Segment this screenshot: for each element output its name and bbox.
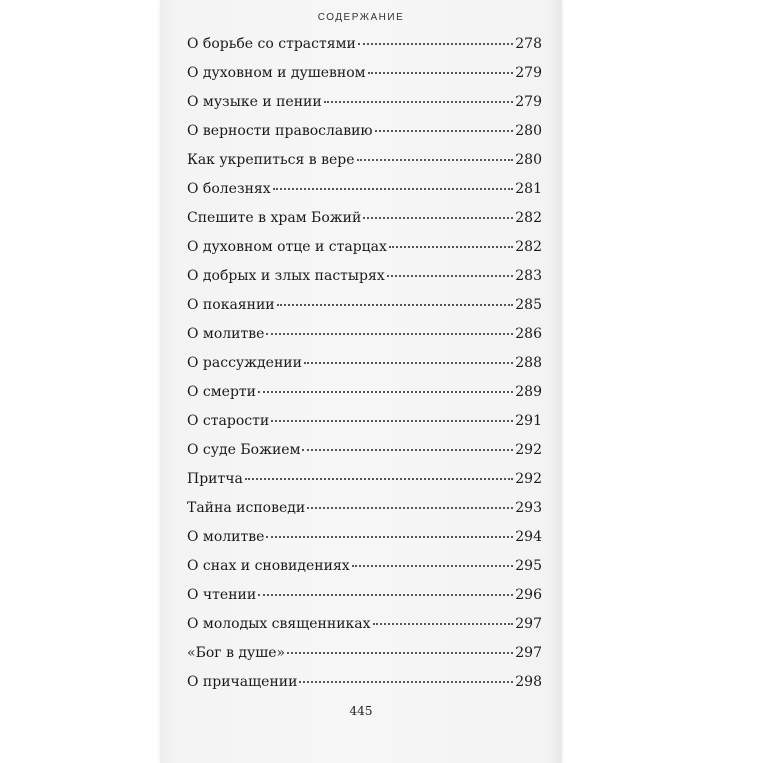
toc-entry-page: 282 (515, 210, 542, 226)
dot-leader (387, 275, 514, 277)
toc-entry (187, 268, 542, 297)
toc-entry (187, 413, 542, 442)
toc-entry-page: 295 (515, 558, 542, 574)
toc-entry-page: 281 (515, 181, 542, 197)
toc-entry (187, 94, 542, 123)
toc-entry (187, 645, 542, 674)
toc-entry (187, 674, 542, 703)
toc-entry (187, 616, 542, 645)
toc-entry-page: 286 (515, 326, 542, 342)
toc-entry-title: Тайна исповеди (187, 500, 306, 516)
running-head: СОДЕРЖАНИЕ (317, 12, 405, 23)
toc-entry-page: 289 (515, 384, 542, 400)
dot-leader (373, 623, 514, 625)
toc-entry-page: 279 (515, 65, 542, 81)
toc-entry-page: 297 (515, 645, 542, 661)
dot-leader (352, 565, 514, 567)
dot-leader (304, 362, 513, 364)
dot-leader (266, 333, 513, 335)
toc-entry-title: «Бог в душе» (187, 645, 286, 661)
toc-entry (187, 152, 542, 181)
toc-entry-title: О молитве (187, 529, 265, 545)
dot-leader (324, 101, 514, 103)
toc-entry-title: О причащении (187, 674, 298, 690)
dot-leader (277, 304, 514, 306)
dot-leader (363, 217, 513, 219)
dot-leader (375, 130, 514, 132)
toc-entry-page: 285 (515, 297, 542, 313)
dot-leader (271, 420, 513, 422)
toc-entry (187, 442, 542, 471)
toc-entry-title: О снах и сновидениях (187, 558, 350, 574)
dot-leader (266, 536, 513, 538)
toc-entry-title: О покаянии (187, 297, 275, 313)
dot-leader (302, 449, 513, 451)
toc-entry (187, 529, 542, 558)
toc-entry-page: 283 (515, 268, 542, 284)
toc-entry-title: Притча (187, 471, 243, 487)
toc-entry (187, 65, 542, 94)
toc-entry (187, 384, 542, 413)
dot-leader (307, 507, 513, 509)
dot-leader (273, 188, 514, 190)
toc-entry-page: 296 (515, 587, 542, 603)
toc-entry-page: 293 (515, 500, 542, 516)
toc-entry-page: 288 (515, 355, 542, 371)
toc-entry-page: 279 (515, 94, 542, 110)
toc-entry-title: О старости (187, 413, 270, 429)
toc-entry-title: О духовном отце и старцах (187, 239, 387, 255)
table-of-contents (187, 36, 542, 703)
toc-entry-title: О суде Божием (187, 442, 301, 458)
toc-entry-title: Спешите в храм Божий (187, 210, 362, 226)
toc-entry (187, 587, 542, 616)
toc-entry (187, 471, 542, 500)
toc-entry-page: 297 (515, 616, 542, 632)
page-number: 445 (349, 704, 373, 718)
dot-leader (299, 681, 513, 683)
toc-entry-page: 294 (515, 529, 542, 545)
toc-entry (187, 181, 542, 210)
toc-entry-title: О добрых и злых пастырях (187, 268, 385, 284)
toc-entry-title: О чтении (187, 587, 257, 603)
toc-entry (187, 355, 542, 384)
toc-entry-page: 292 (515, 442, 542, 458)
toc-entry (187, 326, 542, 355)
toc-entry-page: 298 (515, 674, 542, 690)
toc-entry-page: 292 (515, 471, 542, 487)
toc-entry-title: О музыке и пении (187, 94, 322, 110)
toc-entry (187, 239, 542, 268)
toc-entry-page: 278 (515, 36, 542, 52)
toc-entry-page: 282 (515, 239, 542, 255)
dot-leader (368, 72, 514, 74)
dot-leader (287, 652, 513, 654)
toc-entry (187, 500, 542, 529)
dot-leader (258, 391, 513, 393)
toc-entry-title: О молитве (187, 326, 265, 342)
toc-entry (187, 36, 542, 65)
toc-entry-page: 280 (515, 123, 542, 139)
toc-entry-page: 280 (515, 152, 542, 168)
dot-leader (245, 478, 513, 480)
toc-entry-title: О молодых священниках (187, 616, 371, 632)
toc-entry-title: О духовном и душевном (187, 65, 366, 81)
dot-leader (357, 159, 514, 161)
toc-entry-title: О рассуждении (187, 355, 302, 371)
toc-entry (187, 123, 542, 152)
toc-entry-title: О болезнях (187, 181, 271, 197)
toc-entry (187, 210, 542, 239)
dot-leader (358, 43, 513, 45)
dot-leader (258, 594, 513, 596)
book-page (160, 0, 562, 763)
toc-entry-title: О верности православию (187, 123, 373, 139)
toc-entry-title: О борьбе со страстями (187, 36, 356, 52)
dot-leader (389, 246, 513, 248)
toc-entry-page: 291 (515, 413, 542, 429)
toc-entry-title: Как укрепиться в вере (187, 152, 355, 168)
toc-entry (187, 558, 542, 587)
toc-entry-title: О смерти (187, 384, 256, 400)
toc-entry (187, 297, 542, 326)
